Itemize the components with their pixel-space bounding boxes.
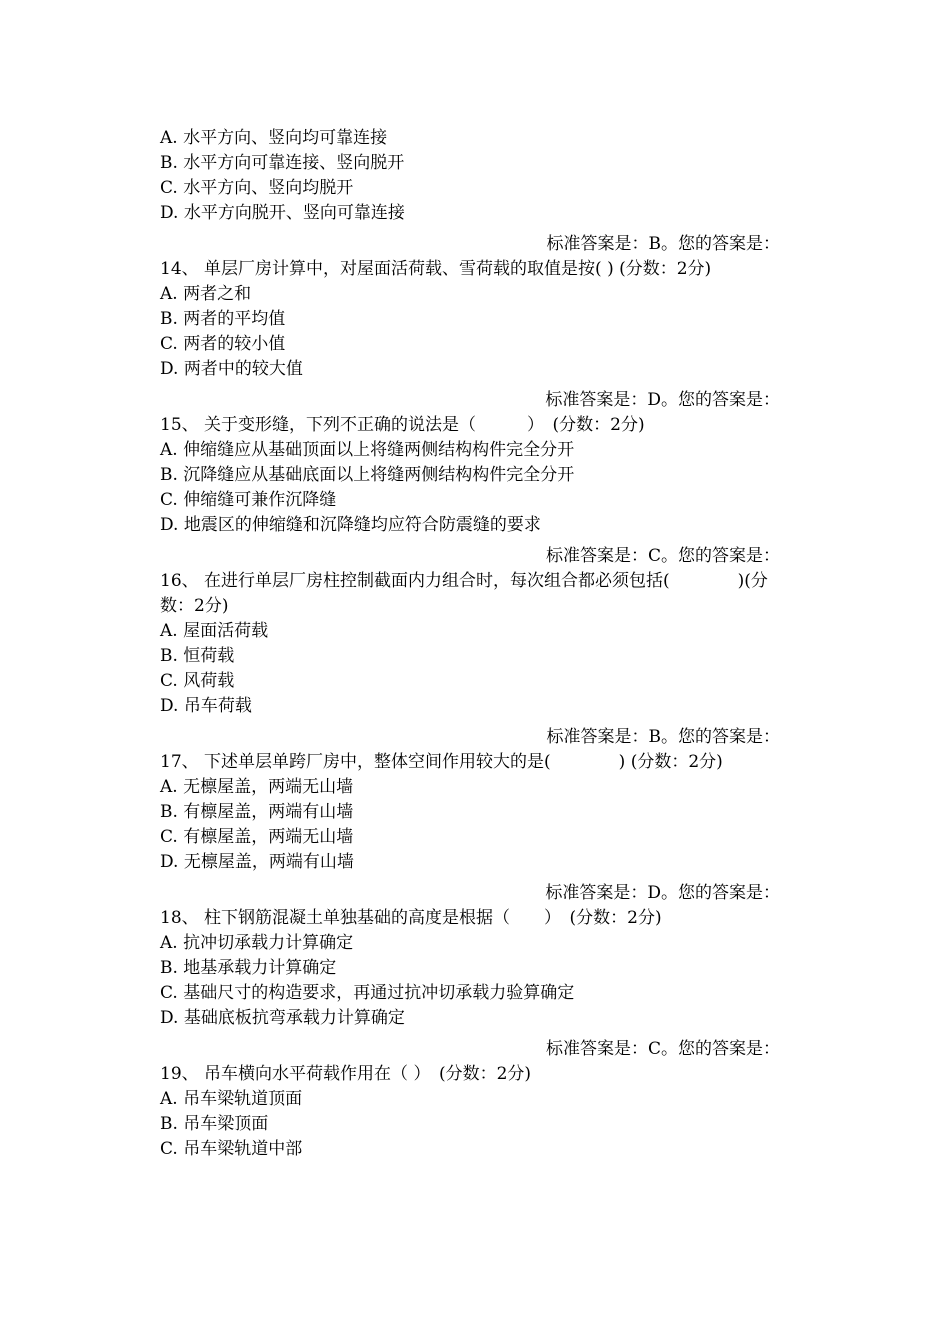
option-a: A. 吊车梁轨道顶面 [160, 1089, 303, 1109]
option-d: D. 吊车荷载 [160, 696, 252, 716]
option-b: B. 两者的平均值 [160, 309, 286, 329]
option-d: D. 两者中的较大值 [160, 359, 303, 379]
option-a: A. 屋面活荷载 [160, 621, 269, 641]
question-19 [160, 1062, 790, 1162]
answer-line: 标准答案是：D。您的答案是： [545, 390, 780, 410]
option-d: D. 无檩屋盖，两端有山墙 [160, 852, 354, 872]
question-title: 15、 关于变形缝，下列不正确的说法是（ ） (分数：2分) [160, 415, 645, 435]
option-b: B. 恒荷载 [160, 646, 235, 666]
option-a: A. 两者之和 [160, 284, 252, 304]
option-b: B. 水平方向可靠连接、竖向脱开 [160, 153, 405, 173]
question-title: 19、 吊车横向水平荷载作用在（ ） (分数：2分) [160, 1064, 532, 1084]
option-b: B. 吊车梁顶面 [160, 1114, 269, 1134]
question-16 [160, 569, 790, 750]
option-a: A. 无檩屋盖，两端无山墙 [160, 777, 354, 797]
prev-question-options [160, 126, 790, 226]
question-list [160, 126, 790, 1162]
option-b: B. 沉降缝应从基础底面以上将缝两侧结构构件完全分开 [160, 465, 575, 485]
question-title: 17、 下述单层单跨厂房中，整体空间作用较大的是( ) (分数：2分) [160, 752, 723, 772]
question-15 [160, 413, 790, 569]
question-title: 16、 在进行单层厂房柱控制截面内力组合时，每次组合都必须包括( )(分数：2分) [160, 571, 768, 616]
option-c: C. 两者的较小值 [160, 334, 286, 354]
option-a: A. 伸缩缝应从基础顶面以上将缝两侧结构构件完全分开 [160, 440, 575, 460]
option-c: C. 伸缩缝可兼作沉降缝 [160, 490, 337, 510]
option-d: D. 基础底板抗弯承载力计算确定 [160, 1008, 405, 1028]
question-17 [160, 750, 790, 906]
answer-line: 标准答案是：B。您的答案是： [546, 234, 780, 254]
answer-line: 标准答案是：D。您的答案是： [545, 883, 780, 903]
option-a: A. 抗冲切承载力计算确定 [160, 933, 354, 953]
option-d: D. 地震区的伸缩缝和沉降缝均应符合防震缝的要求 [160, 515, 541, 535]
option-b: B. 有檩屋盖，两端有山墙 [160, 802, 354, 822]
option-b: B. 地基承载力计算确定 [160, 958, 337, 978]
option-c: C. 水平方向、竖向均脱开 [160, 178, 354, 198]
question-14 [160, 257, 790, 413]
option-c: C. 有檩屋盖，两端无山墙 [160, 827, 354, 847]
question-title: 14、 单层厂房计算中，对屋面活荷载、雪荷载的取值是按( ) (分数：2分) [160, 259, 712, 279]
answer-line: 标准答案是：B。您的答案是： [546, 727, 780, 747]
option-c: C. 风荷载 [160, 671, 235, 691]
answer-line: 标准答案是：C。您的答案是： [545, 1039, 780, 1059]
option-a: A. 水平方向、竖向均可靠连接 [160, 128, 388, 148]
option-c: C. 吊车梁轨道中部 [160, 1139, 303, 1159]
answer-line: 标准答案是：C。您的答案是： [545, 546, 780, 566]
option-c: C. 基础尺寸的构造要求，再通过抗冲切承载力验算确定 [160, 983, 575, 1003]
question-18 [160, 906, 790, 1062]
question-title: 18、 柱下钢筋混凝土单独基础的高度是根据（ ） (分数：2分) [160, 908, 662, 928]
option-d: D. 水平方向脱开、竖向可靠连接 [160, 203, 405, 223]
